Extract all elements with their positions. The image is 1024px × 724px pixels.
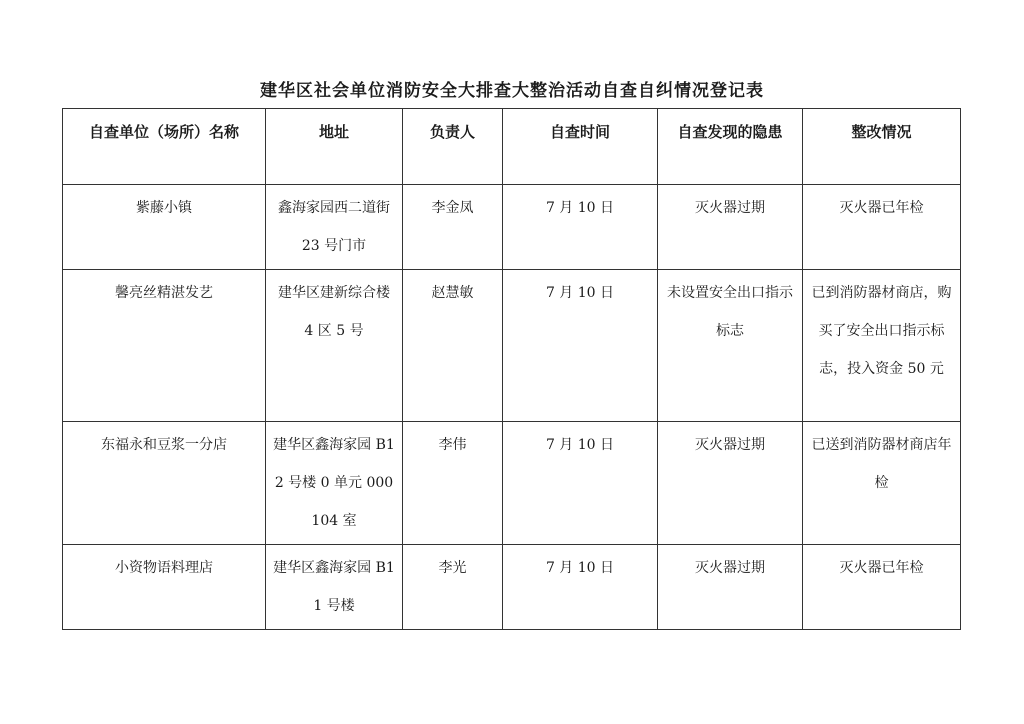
header-address: 地址 <box>266 109 403 185</box>
header-rectification: 整改情况 <box>803 109 961 185</box>
cell-rectification: 灭火器已年检 <box>803 545 961 630</box>
cell-hazard: 未设置安全出口指示标志 <box>658 270 803 422</box>
cell-date: 7 月 10 日 <box>503 185 658 270</box>
registration-table <box>62 108 961 630</box>
cell-person: 李光 <box>403 545 503 630</box>
cell-unit-name: 小资物语料理店 <box>63 545 266 630</box>
header-hazards-found: 自查发现的隐患 <box>658 109 803 185</box>
cell-hazard: 灭火器过期 <box>658 185 803 270</box>
cell-person: 李伟 <box>403 422 503 545</box>
cell-hazard: 灭火器过期 <box>658 422 803 545</box>
cell-hazard: 灭火器过期 <box>658 545 803 630</box>
cell-person: 赵慧敏 <box>403 270 503 422</box>
document-title: 建华区社会单位消防安全大排查大整治活动自查自纠情况登记表 <box>260 81 764 101</box>
cell-address: 建华区建新综合楼 4 区 5 号 <box>266 270 403 422</box>
cell-unit-name: 东福永和豆浆一分店 <box>63 422 266 545</box>
cell-rectification: 已到消防器材商店，购买了安全出口指示标志，投入资金 50 元 <box>803 270 961 422</box>
table-row <box>63 422 961 545</box>
cell-unit-name: 紫藤小镇 <box>63 185 266 270</box>
cell-rectification: 已送到消防器材商店年检 <box>803 422 961 545</box>
cell-address: 鑫海家园西二道街 23 号门市 <box>266 185 403 270</box>
cell-date: 7 月 10 日 <box>503 422 658 545</box>
table-row <box>63 185 961 270</box>
table-row <box>63 545 961 630</box>
cell-address: 建华区鑫海家园 B11 号楼 <box>266 545 403 630</box>
table-header-row <box>63 109 961 185</box>
header-person-in-charge: 负责人 <box>403 109 503 185</box>
cell-date: 7 月 10 日 <box>503 270 658 422</box>
header-inspection-date: 自查时间 <box>503 109 658 185</box>
header-unit-name: 自查单位（场所）名称 <box>63 109 266 185</box>
table-row <box>63 270 961 422</box>
cell-date: 7 月 10 日 <box>503 545 658 630</box>
cell-unit-name: 馨亮丝精湛发艺 <box>63 270 266 422</box>
cell-address: 建华区鑫海家园 B12 号楼 0 单元 000104 室 <box>266 422 403 545</box>
cell-rectification: 灭火器已年检 <box>803 185 961 270</box>
cell-person: 李金凤 <box>403 185 503 270</box>
